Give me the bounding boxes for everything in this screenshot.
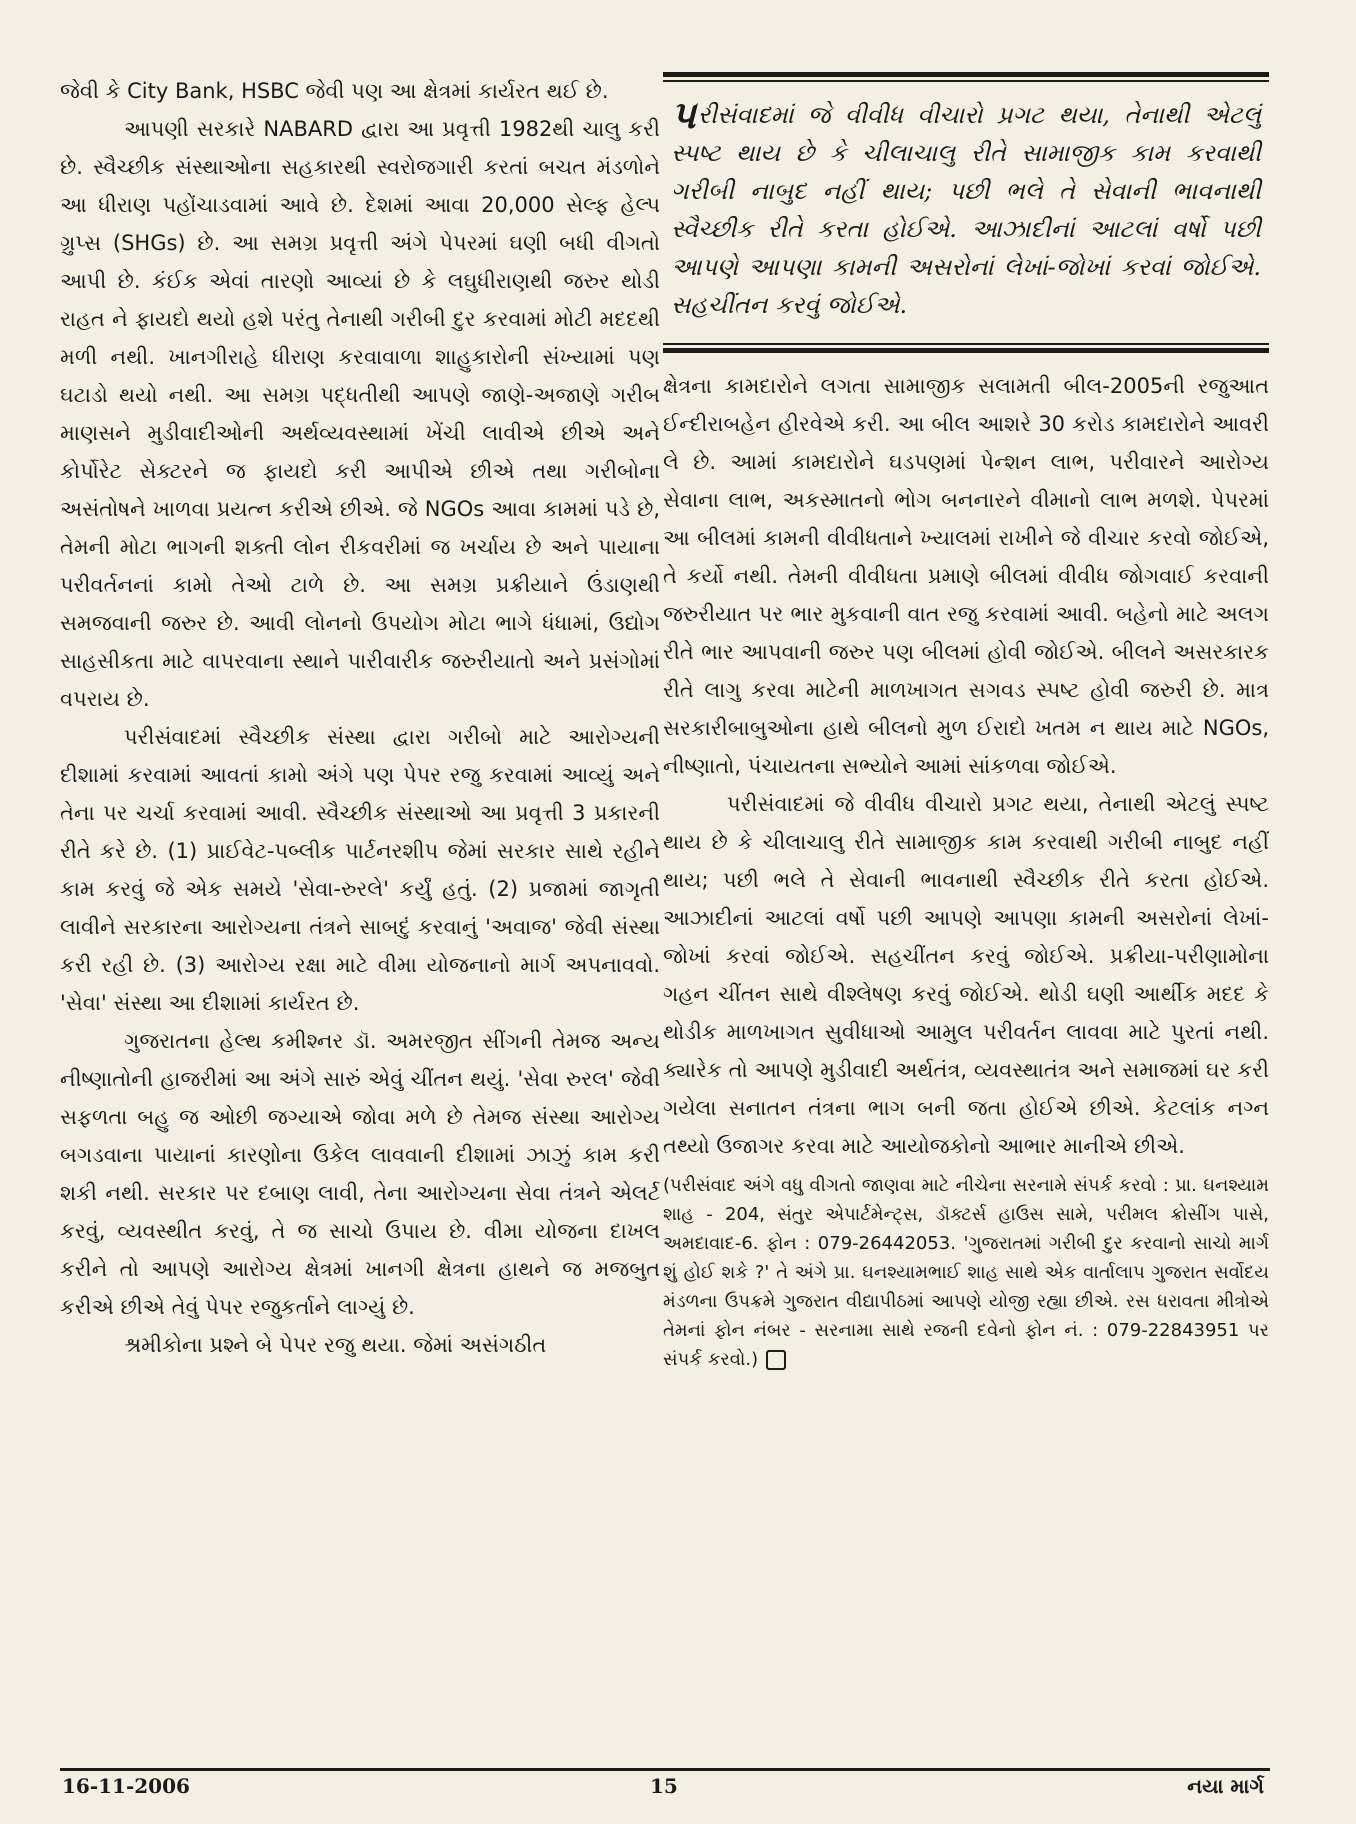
paragraph-continued: જેવી કે City Bank, HSBC જેવી પણ આ ક્ષેત્રમાં કાર્યરત થઈ છે. [60, 79, 609, 103]
right-column [663, 72, 1269, 1374]
paragraph-conclusion: પરીસંવાદમાં જે વીવીધ વીચારો પ્રગટ થયા, તેનાથી એટલું સ્પષ્ટ થાય છે કે ચીલાચાલુ રીતે સામાજીક કામ કરવાથી ગરીબી નાબુદ નહીં થાય; પછી ભલે તે સેવાની ભાવનાથી સ્વૈચ્છીક રીતે કરતા હોઈએ. આઝાદીનાં આટલાં વર્ષો પછી આપણે આપણા કામની અસરોનાં લેખાં-જોખાં કરવાં જોઈએ. સહચીંતન કરવું જોઈએ. પ્રક્રીયા-પરીણામોના ગહન ચીંતન સાથે વીશ્લેષણ કરવું જોઈએ. થોડી ઘણી આર્થીક મદદ કે થોડીક માળખાગત સુવીધાઓ આમુલ પરીવર્તન લાવવા માટે પુરતાં નથી. ક્યારેક તો આપણે મુડીવાદી અર્થતંત્ર, વ્યવસ્થાતંત્ર અને સમાજમાં ઘર કરી ગયેલા સનાતન તંત્રના ભાગ બની જતા હોઈએ છીએ. કેટલાંક નગ્ન તથ્યો ઉજાગર કરવા માટે આયોજકોનો આભાર માનીએ છીએ. [663, 792, 1269, 1158]
pull-quote-text: રીસંવાદમાં જે વીવીધ વીચારો પ્રગટ થયા, તેનાથી એટલું સ્પષ્ટ થાય છે કે ચીલાચાલુ રીતે સામાજીક કામ કરવાથી ગરીબી નાબુદ નહીં થાય; પછી ભલે તે સેવાની ભાવનાથી સ્વૈચ્છીક રીતે કરતા હોઈએ. આઝાદીનાં આટલાં વર્ષો પછી આપણે આપણા કામની અસરોનાં લેખાં-જોખાં કરવાં જોઈએ. સહચીંતન કરવું જોઈએ. [671, 101, 1261, 319]
footer-page-number: 15 [650, 1774, 678, 1798]
footer-magazine-name: નયા માર્ગ [1187, 1774, 1264, 1798]
end-mark-icon [766, 1350, 786, 1370]
pull-quote-top-rule [663, 72, 1269, 77]
left-column [60, 72, 660, 1364]
pull-quote-dropcap: પ [671, 92, 696, 137]
pull-quote-bottom-rule-thin [663, 343, 1269, 345]
paragraph-social-security-bill: ક્ષેત્રના કામદારોને લગતા સામાજીક સલામતી બીલ-2005ની રજુઆત ઈન્દીરાબહેન હીરવેએ કરી. આ બીલ આશરે 30 કરોડ કામદારોને આવરી લે છે. આમાં કામદારોને ઘડપણમાં પેન્શન લાભ, પરીવારને આરોગ્ય સેવાના લાભ, અકસ્માતનો ભોગ બનનારને વીમાનો લાભ મળશે. પેપરમાં આ બીલમાં કામની વીવીધતાને ખ્યાલમાં રાખીને જે વીચાર કરવો જોઈએ, તે કર્યો નથી. તેમની વીવીધતા પ્રમાણે બીલમાં વીવીધ જોગવાઈ કરવાની જરુરીયાત પર ભાર મુકવાની વાત રજુ કરવામાં આવી. બહેનો માટે અલગ રીતે ભાર આપવાની જરુર પણ બીલમાં હોવી જોઈએ. બીલને અસરકારક રીતે લાગુ કરવા માટેની માળખાગત સગવડ સ્પષ્ટ હોવી જરુરી છે. માત્ર સરકારીબાબુઓના હાથે બીલનો મુળ ઈરાદો ખતમ ન થાય માટે NGOs, નીષ્ણાતો, પંચાયતના સભ્યોને આમાં સાંકળવા જોઈએ. [663, 374, 1269, 778]
pull-quote-body [663, 82, 1269, 340]
footer-date: 16-11-2006 [62, 1774, 190, 1798]
paragraph-nabard: આપણી સરકારે NABARD દ્વારા આ પ્રવૃત્તી 1982થી ચાલુ કરી છે. સ્વૈચ્છીક સંસ્થાઓના સહકારથી સ્વરોજગારી કરતાં બચત મંડળોને આ ધીરાણ પહોંચાડવામાં આવે છે. દેશમાં આવા 20,000 સેલ્ફ હેલ્પ ગ્રુપ્સ (SHGs) છે. આ સમગ્ર પ્રવૃત્તી અંગે પેપરમાં ઘણી બધી વીગતો આપી છે. કંઈક એવાં તારણો આવ્યાં છે કે લઘુધીરાણથી જરુર થોડી રાહત ને ફાયદો થયો હશે પરંતુ તેનાથી ગરીબી દુર કરવામાં મોટી મદદથી મળી નથી. ખાનગીરાહે ધીરાણ કરવાવાળા શાહુકારોની સંખ્યામાં પણ ઘટાડો થયો નથી. આ સમગ્ર પદ્ધતીથી આપણે જાણે-અજાણે ગરીબ માણસને મુડીવાદીઓની અર્થવ્યવસ્થામાં ખેંચી લાવીએ છીએ અને કોર્પોરેટ સેક્ટરને જ ફાયદો કરી આપીએ છીએ તથા ગરીબોના અસંતોષને ખાળવા પ્રયત્ન કરીએ છીએ. જે NGOs આવા કામમાં પડે છે, તેમની મોટા ભાગની શક્તી લોન રીકવરીમાં જ ખર્ચાય છે અને પાયાના પરીવર્તનનાં કામો તેઓ ટાળે છે. આ સમગ્ર પ્રક્રીયાને ઉંડાણથી સમજવાની જરુર છે. આવી લોનનો ઉપયોગ મોટા ભાગે ધંધામાં, ઉદ્યોગ સાહસીકતા માટે વાપરવાના સ્થાને પારીવારીક જરુરીયાતો અને પ્રસંગોમાં વપરાય છે. [60, 117, 660, 711]
paragraph-workers: શ્રમીકોના પ્રશ્ને બે પેપર રજુ થયા. જેમાં અસંગઠીત [124, 1333, 547, 1357]
pull-quote-bottom-rule [663, 348, 1269, 353]
footer-rule [60, 1768, 1270, 1771]
paragraph-health-commissioner: ગુજરાતના હેલ્થ કમીશ્નર ડૉ. અમરજીત સીંગની તેમજ અન્ય નીષ્ણાતોની હાજરીમાં આ અંગે સારું એવું ચીંતન થયું. 'સેવા રુરલ' જેવી સફળતા બહુ જ ઓછી જગ્યાએ જોવા મળે છે તેમજ સંસ્થા આરોગ્ય બગડવાના પાયાનાં કારણોના ઉકેલ લાવવાની દીશામાં ઝાઝું કામ કરી શકી નથી. સરકાર પર દબાણ લાવી, તેના આરોગ્યના સેવા તંત્રને એલર્ટ કરવું, વ્યવસ્થીત કરવું, તે જ સાચો ઉપાય છે. વીમા યોજના દાખલ કરીને તો આપણે આરોગ્ય ક્ષેત્રમાં ખાનગી ક્ષેત્રના હાથને જ મજબુત કરીએ છીએ તેવું પેપર રજુકર્તાને લાગ્યું છે. [60, 1029, 660, 1319]
right-body [663, 367, 1269, 1165]
pull-quote [663, 72, 1269, 353]
paragraph-health: પરીસંવાદમાં સ્વૈચ્છીક સંસ્થા દ્વારા ગરીબો માટે આરોગ્યની દીશામાં કરવામાં આવતાં કામો અંગે પણ પેપર રજુ કરવામાં આવ્યું અને તેના પર ચર્ચા કરવામાં આવી. સ્વૈચ્છીક સંસ્થાઓ આ પ્રવૃત્તી 3 પ્રકારની રીતે કરે છે. (1) પ્રાઈવેટ-પબ્લીક પાર્ટનરશીપ જેમાં સરકાર સાથે રહીને કામ કરવું જે એક સમયે 'સેવા-રુરલે' કર્યું હતું. (2) પ્રજામાં જાગૃતી લાવીને સરકારના આરોગ્યના તંત્રને સાબદું કરવાનું 'અવાજ' જેવી સંસ્થા કરી રહી છે. (3) આરોગ્ય રક્ષા માટે વીમા યોજનાનો માર્ગ અપનાવવો. 'સેવા' સંસ્થા આ દીશામાં કાર્યરત છે. [60, 725, 660, 1015]
contact-note [663, 1171, 1269, 1374]
contact-note-text: (પરીસંવાદ અંગે વધુ વીગતો જાણવા માટે નીચેના સરનામે સંપર્ક કરવો : પ્રા. ઘનશ્યામ શાહ - 204, સંતુર એપાર્ટમેન્ટ્સ, ડૉક્ટર્સ હાઉસ સામે, પરીમલ ક્રોસીંગ પાસે, અમદાવાદ-6. ફોન : 079-26442053. 'ગુજરાતમાં ગરીબી દુર કરવાનો સાચો માર્ગ શું હોઈ શકે ?' તે અંગે પ્રા. ઘનશ્યામભાઈ શાહ સાથે એક વાર્તાલાપ ગુજરાત સર્વોદય મંડળના ઉપક્રમે ગુજરાત વીદ્યાપીઠમાં આપણે યોજી રહ્યા છીએ. રસ ધરાવતા મીત્રોએ તેમનાં ફોન નંબર - સરનામા સાથે રજની દવેનો ફોન નં. : 079-22843951 પર સંપર્ક કરવો.) [663, 1175, 1269, 1370]
